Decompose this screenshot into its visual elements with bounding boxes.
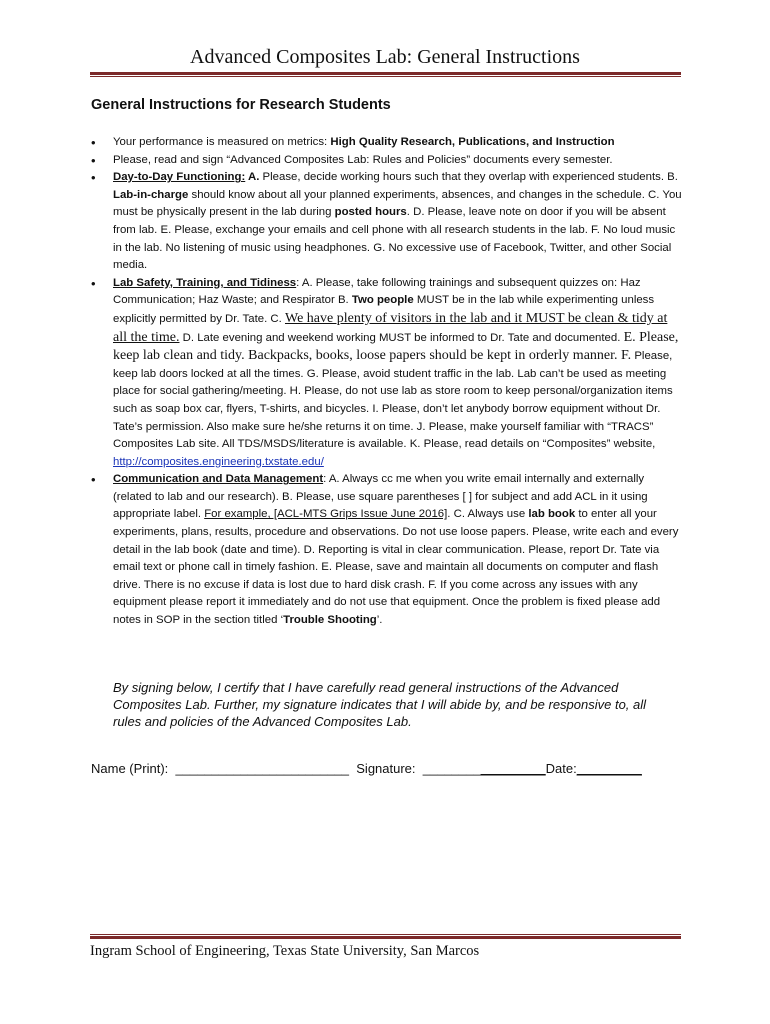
item-bold: lab book — [528, 508, 576, 521]
item-bold: High Quality Research, Publications, and Instruction — [330, 136, 615, 148]
item-bold: posted hours — [334, 206, 407, 219]
list-item-communication — [91, 471, 683, 629]
item-text: : A. Always cc me when you write email internally and externally (related to lab and our research). B. Please, use square parentheses [ ] for subject and add ACL in it using appropriate label. — [113, 473, 648, 521]
signature-line — [91, 761, 691, 776]
composites-website-link[interactable]: http://composites.engineering.txstate.edu/ — [113, 455, 324, 468]
item-text: : A. Please, take following trainings and subsequent quizzes on: Haz Communication; Haz Waste; and Respirator B. — [113, 276, 641, 307]
item-text: should know about all your planned experiments, absences, and changes in the schedule. C. You must be physically present in the lab during — [113, 188, 682, 219]
header-rule-thin — [90, 76, 681, 77]
item-underline: For example, [ACL-MTS Grips Issue June 2016] — [204, 508, 448, 521]
item-title: Lab Safety, Training, and Tidiness — [113, 276, 297, 289]
item-text: to enter all your experiments, plans, results, procedure and observations. Do not use loose papers. Please, write each and every detail in the lab book (date and time). D. Reporting is vital in clear communication. Please, report Dr. Tate via email text or phone call in timely fashion. E. Please, save and maintain all documents on computer and flash drive. There is no excuse if data is lost due to hard disk crash. F. If you come across any issues with any equipment please report it immediately and do not use that equipment. Once the problem is fixed please add notes in SOP in the section titled ‘ — [113, 508, 679, 627]
item-text: Please, decide working hours such that they overlap with experienced students. B. — [259, 171, 678, 184]
list-item-rules-policies — [91, 152, 683, 170]
footer-rule-thick — [90, 936, 681, 939]
item-text: MUST be in the lab while experimenting unless explicitly permitted by Dr. Tate. C. — [113, 294, 655, 325]
item-text: . D. Please, leave note on door if you will be absent from lab. E. Please, exchange your emails and cell phone with all research students in the lab. F. No loud music in the lab. No listening of music using headphones. G. No excessive use of Facebook, Twitter, and other Social media. — [113, 206, 676, 272]
section-heading: General Instructions for Research Students — [91, 97, 391, 113]
item-bold: A. — [245, 171, 260, 184]
item-serif: E. Please, keep lab clean and tidy. Backpacks, books, loose papers should be kept in orderly manner. F. — [113, 329, 679, 364]
signature-blank[interactable]: _________ — [480, 761, 546, 776]
item-text: Please, keep lab doors locked at all the times. G. Please, avoid student traffic in the lab. Lab can’t be used as meeting place for social gathering/meeting. H. Please, do not use lab as store room to keep personal/organization items such as soap box car, flyers, T-shirts, and bicycles. I. Please, don’t let anybody borrow equipment without Dr. Tate’s permission. Also make sure he/she returns it on time. J. Please, make yourself familiar with “TRACS” Composites Lab site. All TDS/MSDS/literature is available. K. Please, read details on “Composites” website, — [113, 350, 673, 451]
list-item-metrics — [91, 134, 683, 152]
signature-field[interactable]: Signature: ________ — [356, 761, 481, 776]
page-footer: Ingram School of Engineering, Texas State University, San Marcos — [90, 943, 480, 959]
item-text: ’. — [376, 614, 383, 627]
item-title: Day-to-Day Functioning: — [113, 171, 246, 184]
item-bold: Two people — [351, 294, 414, 307]
item-text: . C. Always use — [447, 508, 529, 521]
item-serif-underline: We have plenty of visitors in the lab and it MUST be clean & tidy at all the time. — [113, 310, 668, 345]
header-rule-thick — [90, 72, 681, 75]
date-field[interactable]: _________ — [576, 761, 642, 776]
document-title: Advanced Composites Lab: General Instructions — [190, 46, 580, 68]
instructions-body — [91, 134, 683, 630]
item-text: Please, read and sign “Advanced Composites Lab: Rules and Policies” documents every semester. — [113, 153, 613, 166]
list-item-lab-safety — [91, 275, 683, 472]
instructions-list — [91, 134, 683, 630]
item-title: Communication and Data Management — [113, 473, 324, 486]
list-item-day-to-day — [91, 169, 683, 275]
footer-rule-thin — [90, 934, 681, 935]
item-bold: Trouble Shooting — [283, 614, 377, 627]
name-print-field[interactable]: Name (Print): ________________________ — [91, 761, 357, 776]
certification-statement: By signing below, I certify that I have carefully read general instructions of the Advanced Composites Lab. Further, my signature indicates that I will abide by, and be responsive to, all rules and policies of the Advanced Composites Lab. — [113, 680, 647, 729]
item-text: D. Late evening and weekend working MUST be informed to Dr. Tate and documented. — [179, 331, 624, 344]
item-bold: Lab-in-charge — [113, 188, 189, 201]
item-text: Your performance is measured on metrics: — [113, 136, 331, 148]
date-label: Date: — [545, 761, 577, 776]
